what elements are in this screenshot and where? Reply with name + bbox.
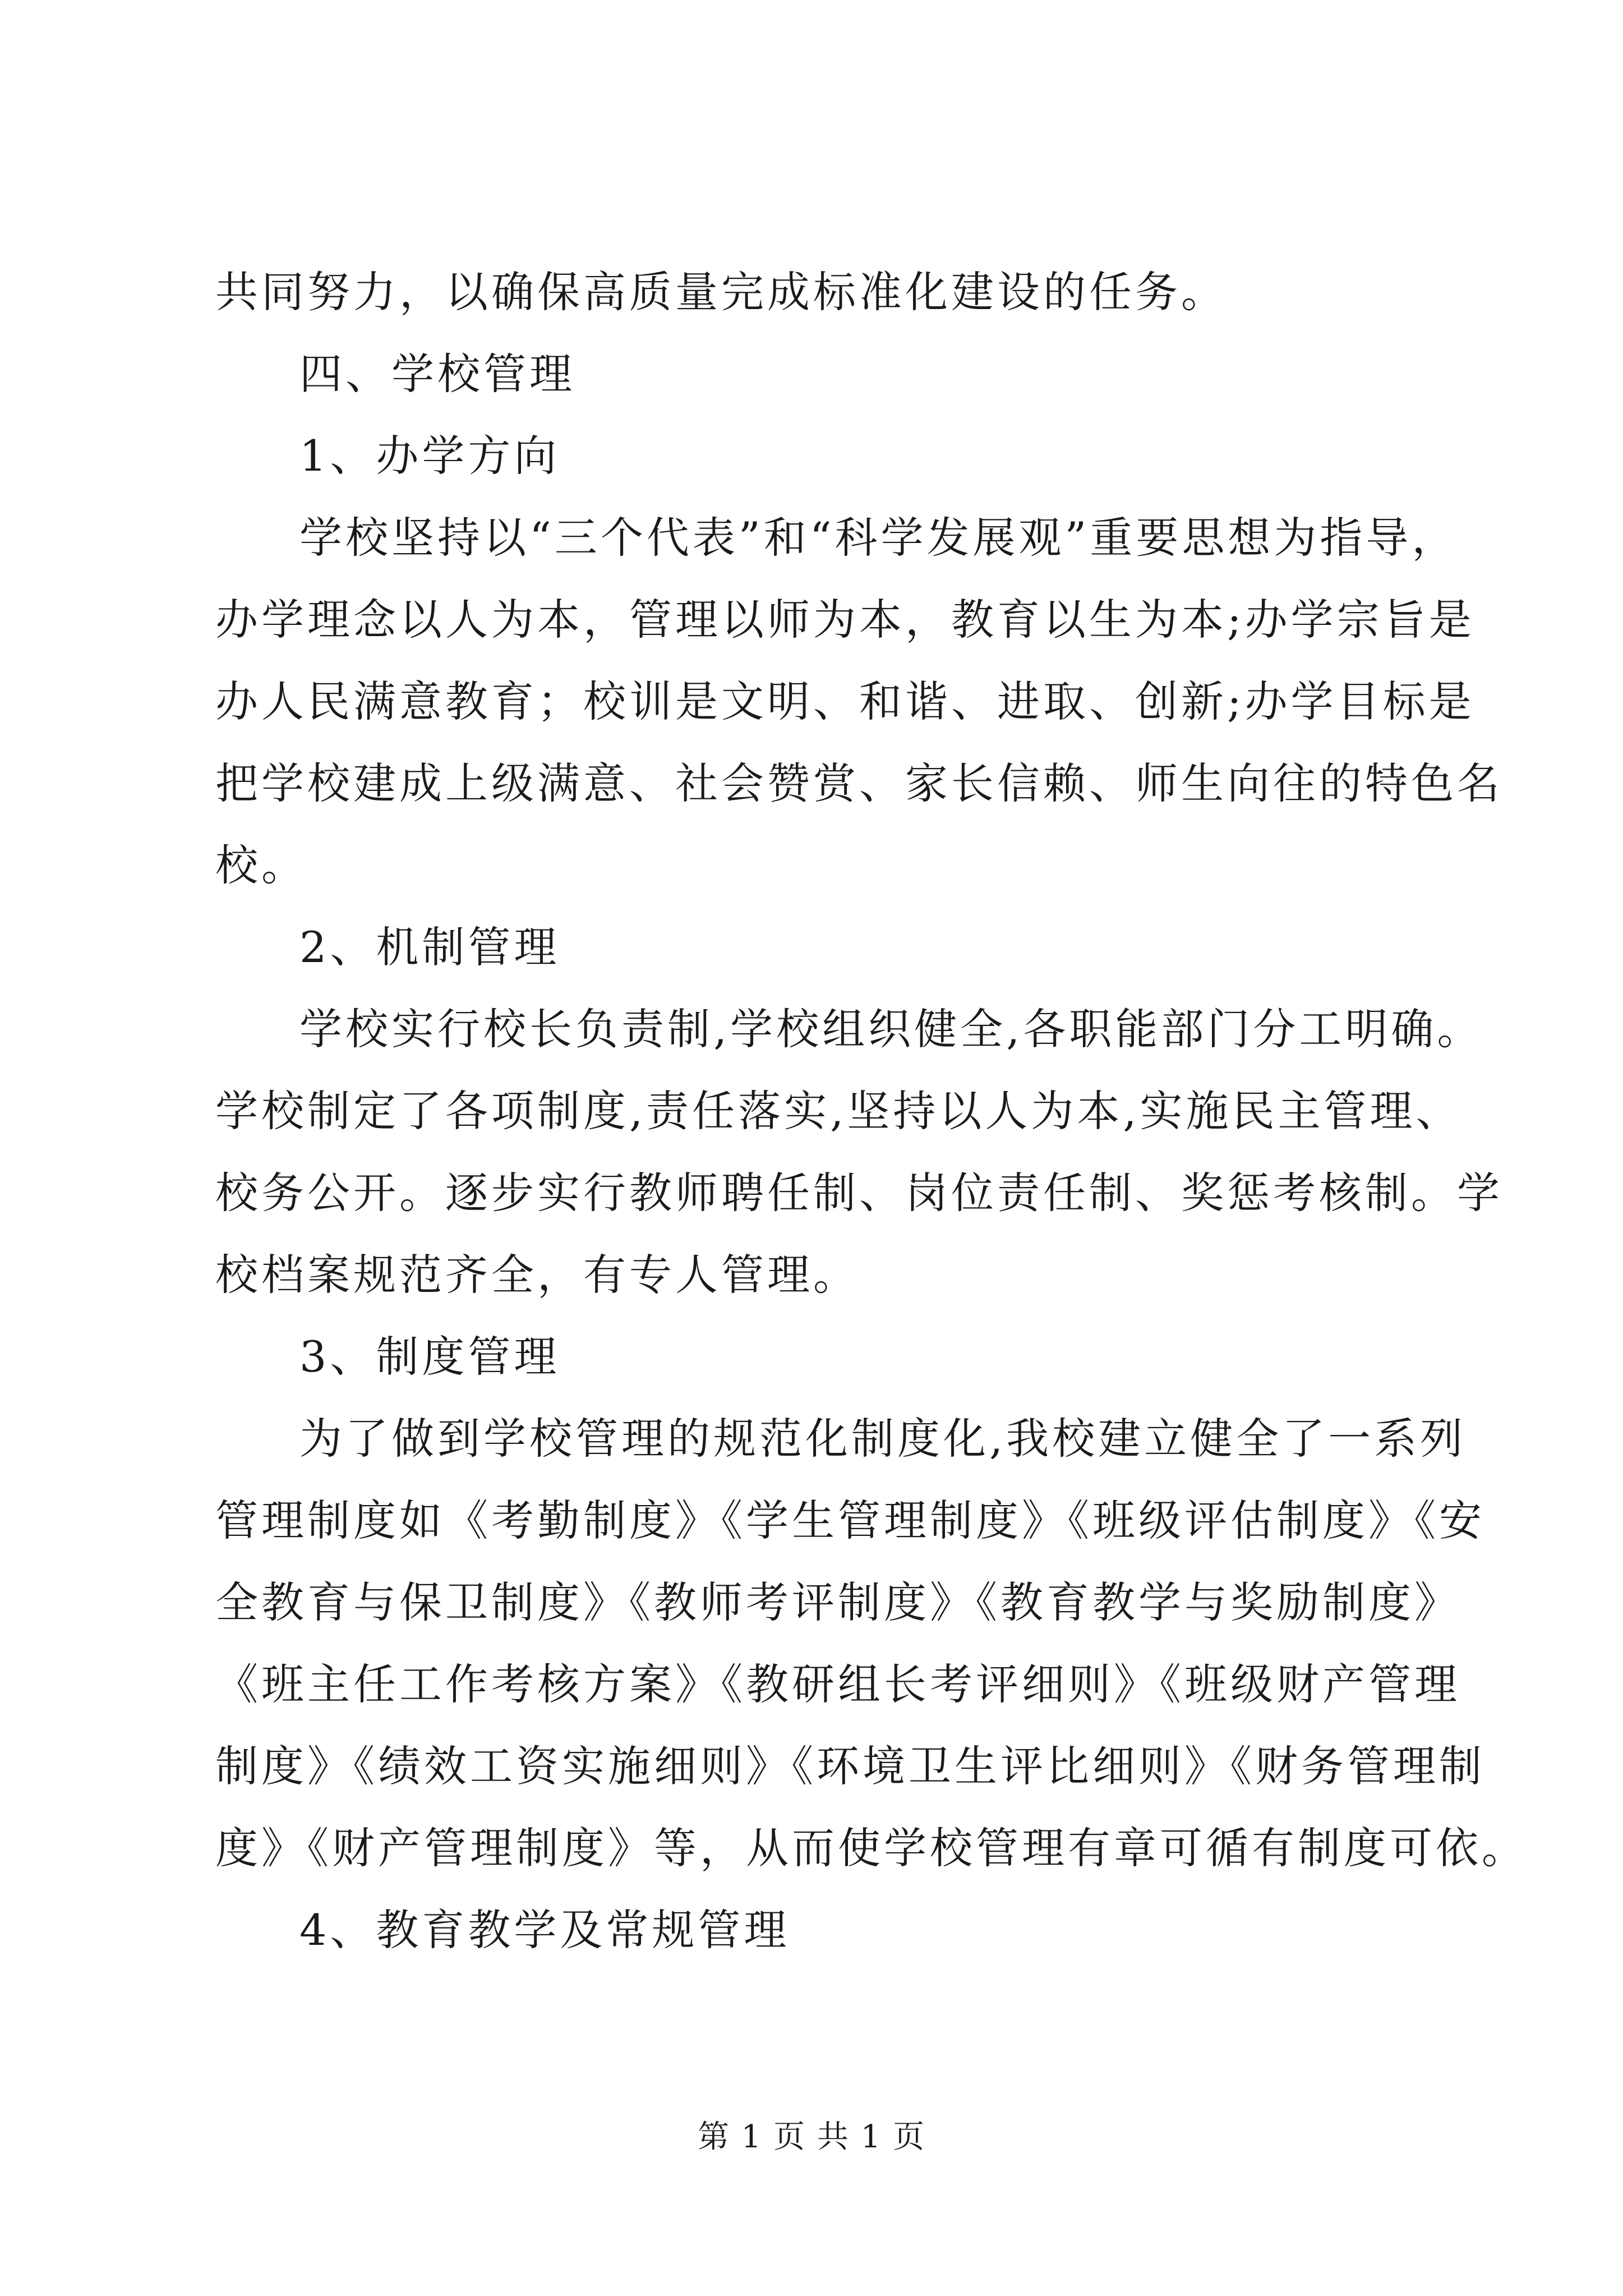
text-line-1: 共同努力，以确保高质量完成标准化建设的任务。 (215, 267, 1227, 317)
subheading-mechanism-management: 2、机制管理 (299, 922, 560, 972)
text-line-16: 管理制度如《考勤制度》《学生管理制度》《班级评估制度》《安 (215, 1496, 1485, 1545)
subheading-system-management: 3、制度管理 (299, 1332, 560, 1382)
document-body (215, 251, 1528, 1971)
text-line-13: 校档案规范齐全，有专人管理。 (215, 1250, 859, 1300)
text-line-5: 办学理念以人为本，管理以师为本，教育以生为本;办学宗旨是 (215, 595, 1475, 645)
text-line-8: 校。 (215, 840, 307, 890)
text-line-18: 《班主任工作考核方案》《教研组长考评细则》《班级财产管理 (215, 1659, 1460, 1709)
text-line-17: 全教育与保卫制度》《教师考评制度》《教育教学与奖励制度》 (215, 1577, 1460, 1627)
text-line-7: 把学校建成上级满意、社会赞赏、家长信赖、师生向往的特色名 (215, 758, 1503, 808)
text-line-4: 学校坚持以“三个代表”和“科学发展观”重要思想为指导， (299, 513, 1458, 563)
text-line-15: 为了做到学校管理的规范化制度化,我校建立健全了一系列 (299, 1414, 1467, 1464)
section-heading-school-management: 四、学校管理 (299, 349, 575, 399)
text-line-12: 校务公开。逐步实行教师聘任制、岗位责任制、奖惩考核制。学 (215, 1168, 1503, 1218)
text-line-6: 办人民满意教育；校训是文明、和谐、进取、创新;办学目标是 (215, 677, 1475, 726)
text-line-19: 制度》《绩效工资实施细则》《环境卫生评比细则》《财务管理制 (215, 1741, 1485, 1791)
page-footer: 第 1 页 共 1 页 (697, 2119, 926, 2155)
subheading-school-direction: 1、办学方向 (299, 431, 560, 481)
text-line-20: 度》《财产管理制度》等，从而使学校管理有章可循有制度可依。 (215, 1823, 1528, 1873)
text-line-10: 学校实行校长负责制,学校组织健全,各职能部门分工明确。 (299, 1004, 1483, 1054)
subheading-teaching-routine-management: 4、教育教学及常规管理 (299, 1905, 790, 1955)
text-line-11: 学校制定了各项制度,责任落实,坚持以人为本,实施民主管理、 (215, 1086, 1462, 1136)
